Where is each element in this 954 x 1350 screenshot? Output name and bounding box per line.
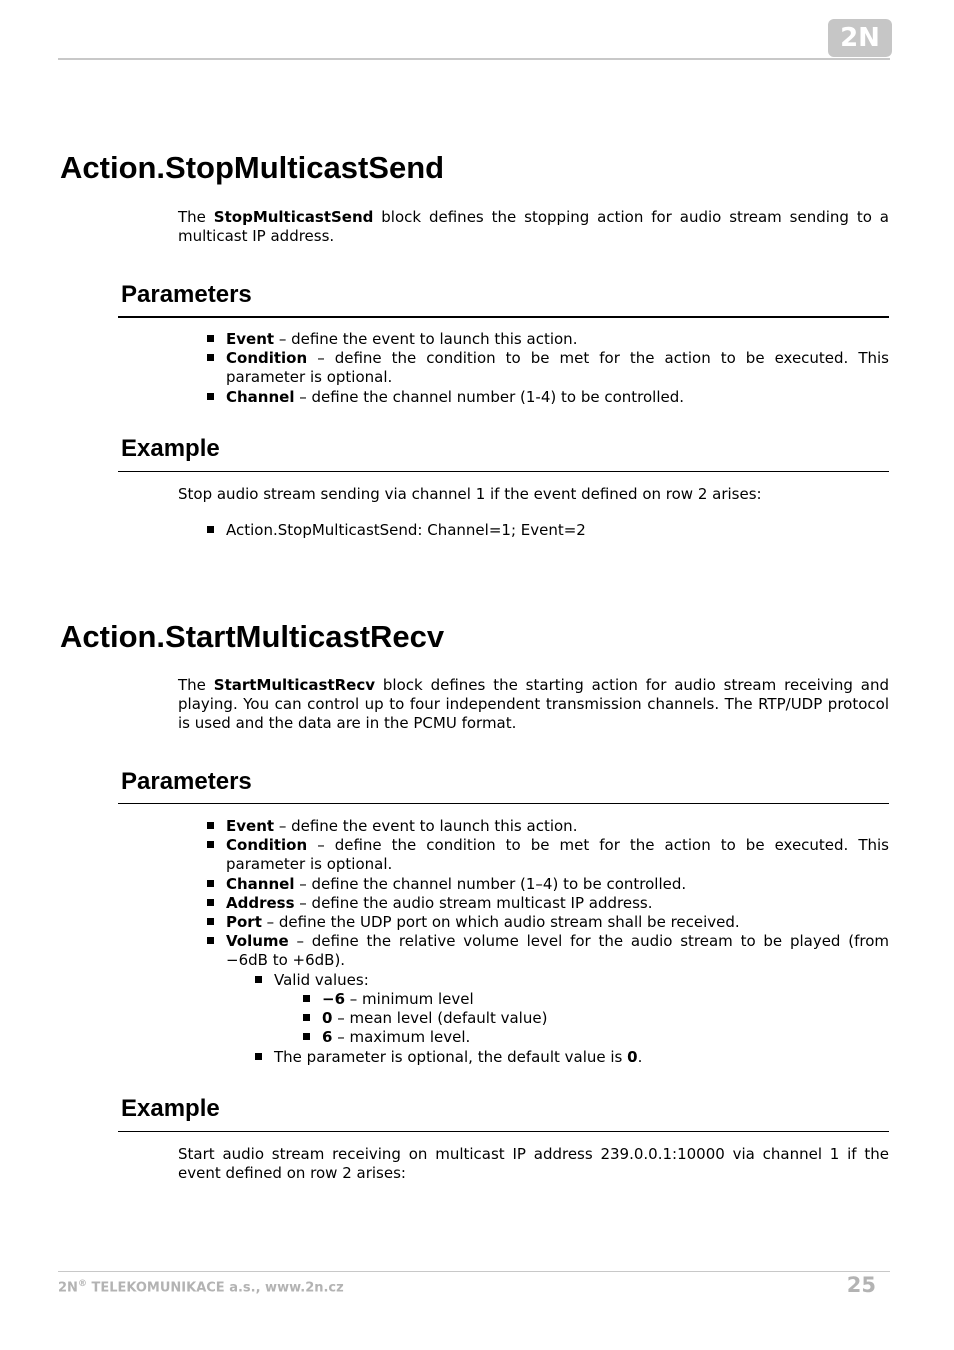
section-title-start-multicast-recv: Action.StartMulticastRecv [60, 619, 445, 654]
list-item: Condition – define the condition to be met for the action to be executed. This parameter is optional. [226, 836, 889, 874]
volume-sublist [274, 971, 889, 990]
parameter-list [226, 330, 889, 407]
list-item: −6 – minimum level [322, 990, 889, 1009]
intro-keyword: StopMulticastSend [213, 208, 374, 226]
list-item: Event – define the event to launch this action. [226, 330, 889, 349]
volume-sublist [274, 1048, 889, 1067]
list-item: Condition – define the condition to be met for the action to be executed. This parameter is optional. [226, 349, 889, 387]
parameter-list [226, 817, 889, 971]
bullet-icon [207, 526, 214, 533]
company-logo: 2N [828, 19, 892, 57]
list-item: Port – define the UDP port on which audio stream shall be received. [226, 913, 889, 932]
footer-company: 2N® TELEKOMUNIKACE a.s., www.2n.cz [58, 1279, 344, 1296]
page-number: 25 [846, 1273, 876, 1297]
list-item: Channel – define the channel number (1–4) to be controlled. [226, 875, 889, 894]
list-item: Channel – define the channel number (1-4) to be controlled. [226, 388, 889, 407]
example-list [226, 521, 889, 540]
bullet-icon [255, 1053, 262, 1060]
list-item: Event – define the event to launch this action. [226, 817, 889, 836]
list-item: Action.StopMulticastSend: Channel=1; Event=2 [226, 521, 889, 540]
intro-suffix: block defines the starting action for audio stream receiving and playing. You can control up to four independent transmission channels. The RTP/UDP protocol is used and the data are in the PCMU format. [178, 676, 889, 733]
intro-prefix: The [178, 208, 214, 226]
list-item: Volume – define the relative volume level for the audio stream to be played (from −6dB to +6dB). [226, 932, 889, 970]
bullet-icon [207, 335, 214, 342]
example-heading: Example [121, 435, 220, 462]
bullet-icon [303, 1033, 310, 1040]
bullet-icon [303, 995, 310, 1002]
volume-values-list [322, 990, 889, 1048]
bullet-icon [303, 1014, 310, 1021]
intro-prefix: The [178, 676, 214, 694]
bullet-icon [207, 354, 214, 361]
section-title-stop-multicast-send: Action.StopMulticastSend [60, 150, 445, 185]
heading-underline [118, 471, 889, 472]
intro-keyword: StartMulticastRecv [213, 676, 376, 694]
intro-suffix: block defines the stopping action for audio stream sending to a multicast IP address. [178, 208, 889, 246]
section-intro [178, 208, 889, 246]
example-text: Start audio stream receiving on multicast IP address 239.0.0.1:10000 via channel 1 if the event defined on row 2 arises: [178, 1145, 889, 1183]
list-item: Address – define the audio stream multicast IP address. [226, 894, 889, 913]
bullet-icon [207, 937, 214, 944]
bullet-icon [207, 841, 214, 848]
bullet-icon [207, 918, 214, 925]
footer-divider [58, 1271, 890, 1272]
heading-underline [118, 803, 889, 804]
list-item: 0 – mean level (default value) [322, 1009, 889, 1028]
example-text: Stop audio stream sending via channel 1 if the event defined on row 2 arises: [178, 485, 762, 503]
bullet-icon [207, 822, 214, 829]
heading-underline [118, 316, 889, 318]
header-divider [58, 58, 890, 60]
section-intro [178, 676, 889, 734]
heading-underline [118, 1131, 889, 1132]
parameters-heading: Parameters [121, 768, 252, 795]
bullet-icon [255, 976, 262, 983]
bullet-icon [207, 899, 214, 906]
parameters-heading: Parameters [121, 281, 252, 308]
list-item: The parameter is optional, the default value is 0. [274, 1048, 889, 1067]
list-item: Valid values: [274, 971, 889, 990]
example-heading: Example [121, 1095, 220, 1122]
bullet-icon [207, 880, 214, 887]
bullet-icon [207, 393, 214, 400]
list-item: 6 – maximum level. [322, 1028, 889, 1047]
